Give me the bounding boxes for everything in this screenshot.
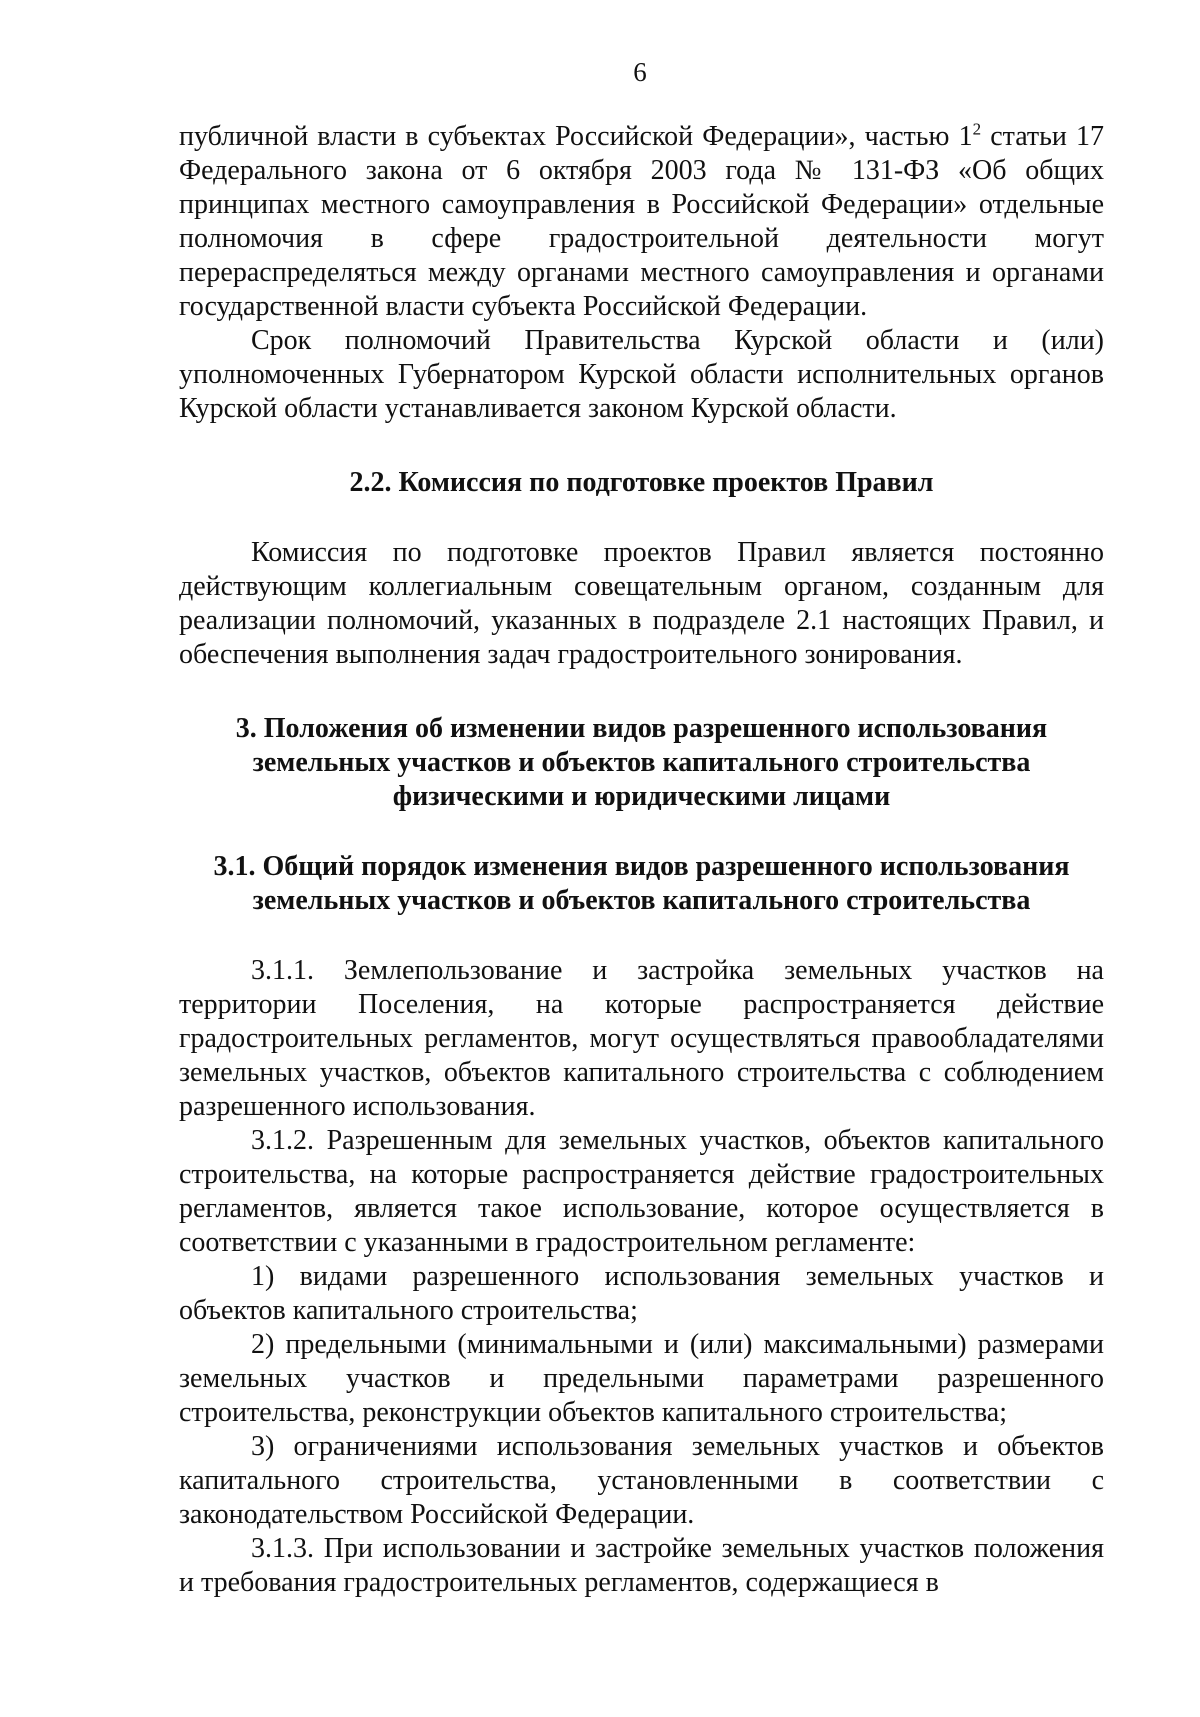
superscript: 2: [972, 119, 982, 139]
paragraph-text-part: статьи 17 Федерального закона от 6 октября 2003 года № 131-ФЗ «Об общих принципах местного самоуправления в Российской Федерации» отдельные полномочия в сфере градостроительной деятельности могут перераспределяться между органами местного самоуправления и органами государственной власти субъекта Российской Федерации.: [179, 121, 1105, 322]
paragraph-3-1-1: 3.1.1. Землепользование и застройка земельных участков на территории Поселения, на которые распространяется действие градостроительных регламентов, могут осуществляться правообладателями земельных участков, объектов капитального строительства с соблюдением разрешенного использования.: [179, 955, 1104, 1122]
section-heading-3: [179, 712, 1104, 814]
paragraph-text-part: публичной власти в субъектах Российской Федерации», частью 1: [179, 121, 973, 152]
paragraph-powers-redistribution: [179, 120, 1104, 324]
paragraph-commission: Комиссия по подготовке проектов Правил является постоянно действующим коллегиальным совещательным органом, созданным для реализации полномочий, указанных в подразделе 2.1 настоящих Правил, и обеспечения выполнения задач градостроительного зонирования.: [179, 537, 1104, 670]
heading-line: физическими и юридическими лицами: [392, 781, 891, 812]
paragraph-term-of-powers: Срок полномочий Правительства Курской области и (или) уполномоченных Губернатором Курской области исполнительных органов Курской области устанавливается законом Курской области.: [179, 325, 1104, 424]
list-item-1: 1) видами разрешенного использования земельных участков и объектов капитального строительства;: [179, 1261, 1104, 1326]
paragraph-3-1-2: 3.1.2. Разрешенным для земельных участков, объектов капитального строительства, на которые распространяется действие градостроительных регламентов, является такое использование, которое осуществляется в соответствии с указанными в градостроительном регламенте:: [179, 1125, 1104, 1258]
heading-line: земельных участков и объектов капитального строительства: [252, 747, 1031, 778]
paragraph-3-1-3: 3.1.3. При использовании и застройке земельных участков положения и требования градостроительных регламентов, содержащиеся в: [179, 1533, 1104, 1598]
page-number: 6: [633, 57, 647, 87]
list-item-3: 3) ограничениями использования земельных участков и объектов капитального строительства, установленными в соответствии с законодательством Российской Федерации.: [179, 1431, 1104, 1530]
section-heading-2-2: 2.2. Комиссия по подготовке проектов Правил: [349, 467, 934, 498]
heading-line: 3.1. Общий порядок изменения видов разрешенного использования: [213, 851, 1070, 882]
heading-line: 3. Положения об изменении видов разрешенного использования: [235, 713, 1048, 744]
heading-line: земельных участков и объектов капитального строительства: [252, 885, 1031, 916]
document-body: [179, 120, 1104, 1600]
section-heading-3-1: [179, 850, 1104, 918]
list-item-2: 2) предельными (минимальными и (или) максимальными) размерами земельных участков и предельными параметрами разрешенного строительства, реконструкции объектов капитального строительства;: [179, 1329, 1104, 1428]
